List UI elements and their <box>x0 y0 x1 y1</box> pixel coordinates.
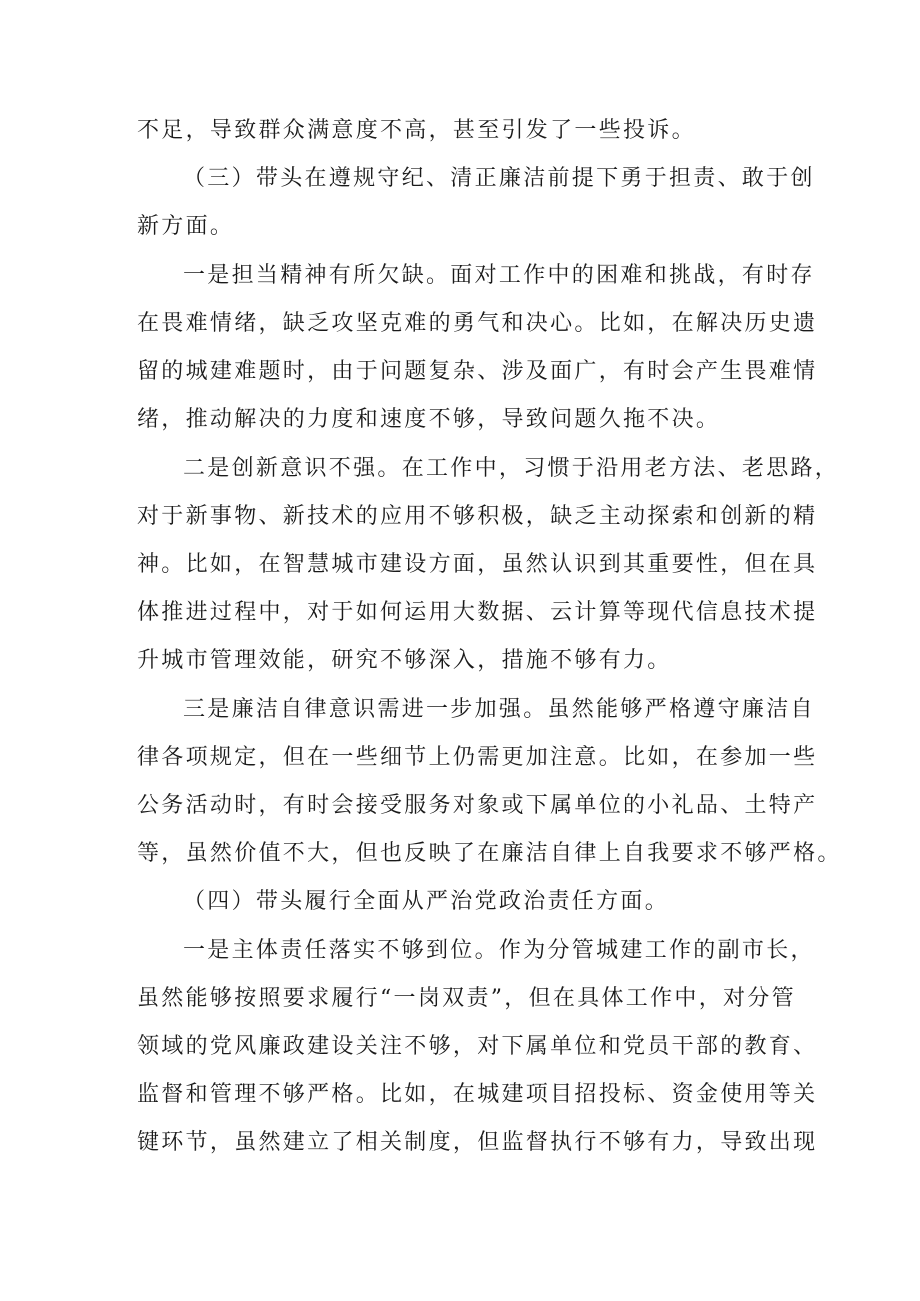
paragraph-start: 一是担当精神有所欠缺。面对工作中的困难和挑战，有时存 <box>183 263 815 288</box>
text-line: 领域的党风廉政建设关注不够，对下属单位和党员干部的教育、 <box>137 1034 818 1059</box>
paragraph-start: 三是廉洁自律意识需进一步加强。虽然能够严格遵守廉洁自 <box>183 697 815 722</box>
text-line: 在畏难情绪，缺乏攻坚克难的勇气和决心。比如，在解决历史遗 <box>137 311 818 336</box>
text-line: 留的城建难题时，由于问题复杂、涉及面广，有时会产生畏难情 <box>137 359 818 384</box>
text-line: 对于新事物、新技术的应用不够积极，缺乏主动探索和创新的精 <box>137 504 818 529</box>
text-line: 神。比如，在智慧城市建设方面，虽然认识到其重要性，但在具 <box>137 552 818 577</box>
text-line: 虽然能够按照要求履行“一岗双责”，但在具体工作中，对分管 <box>137 986 796 1011</box>
text-line: 体推进过程中，对于如何运用大数据、云计算等现代信息技术提 <box>137 600 818 625</box>
text-line: 等，虽然价值不大，但也反映了在廉洁自律上自我要求不够严格。 <box>137 841 842 866</box>
section-heading: （三）带头在遵规守纪、清正廉洁前提下勇于担责、敢于创 <box>183 166 815 191</box>
section-heading: （四）带头履行全面从严治党政治责任方面。 <box>183 889 670 914</box>
text-line: 律各项规定，但在一些细节上仍需更加注意。比如，在参加一些 <box>137 745 818 770</box>
paragraph-start: 二是创新意识不强。在工作中，习惯于沿用老方法、老思路， <box>183 456 840 481</box>
paragraph-start: 一是主体责任落实不够到位。作为分管城建工作的副市长， <box>183 938 815 963</box>
text-line: 公务活动时，有时会接受服务对象或下属单位的小礼品、土特产 <box>137 793 818 818</box>
text-line: 不足，导致群众满意度不高，甚至引发了一些投诉。 <box>137 118 696 143</box>
text-line: 新方面。 <box>137 214 235 239</box>
text-line: 升城市管理效能，研究不够深入，措施不够有力。 <box>137 648 672 673</box>
text-line: 键环节，虽然建立了相关制度，但监督执行不够有力，导致出现 <box>137 1130 818 1155</box>
text-line: 监督和管理不够严格。比如，在城建项目招投标、资金使用等关 <box>137 1082 818 1107</box>
text-line: 绪，推动解决的力度和速度不够，导致问题久拖不决。 <box>137 407 721 432</box>
